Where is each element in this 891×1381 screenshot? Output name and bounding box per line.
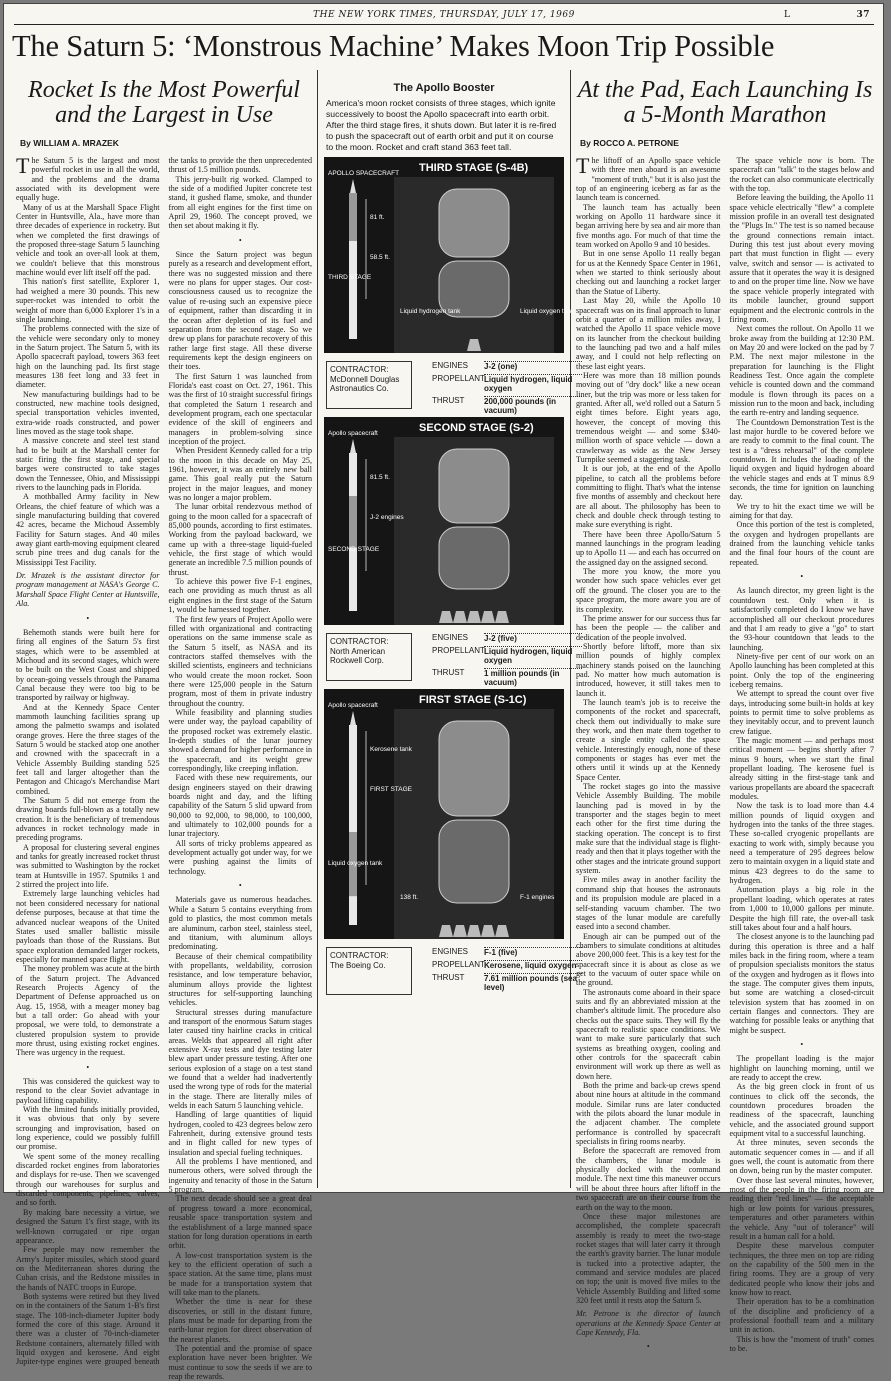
- contractor-key: CONTRACTOR:: [330, 951, 389, 960]
- upper-tank: [439, 449, 509, 523]
- right-paragraph: The prime answer for our success thus far has been the people — the caliber and dedication of the people involved.: [576, 613, 721, 642]
- section-bullet: •: [238, 881, 242, 891]
- stage-list: [324, 157, 577, 999]
- lower-tank: [439, 820, 509, 903]
- right-paragraph: There have been three Apollo/Saturn 5 manned launchings in the program leading up to Apollo 11 — and each has occurred on the assigned day on the assigned second.: [576, 529, 721, 567]
- right-paragraph: Shortly before liftoff, more than six million pounds of highly complex machinery stands poised on the launching pad. No matter how much automation is introduced, however, it still takes men to launch it.: [576, 641, 721, 698]
- contractor-box: [326, 361, 412, 409]
- spec-row-thrust: [432, 668, 582, 687]
- spec-value-engines: F-1 (five): [484, 947, 582, 957]
- contractor-key: CONTRACTOR:: [330, 637, 389, 646]
- right-paragraph: Once these major milestones are accomplished, the complete spacecraft assembly is ready to meet the two-stage rocket stages that will later carry it through the earth's gravity barrier. The lunar module is tucked into a protective adapter, the command and service modules are placed on top; the unit is moved five miles to the Vehicle Assembly Building and lifted some 320 feet until it rests atop the Saturn 5.: [576, 1211, 721, 1305]
- spec-key-thrust: THRUST: [432, 973, 465, 982]
- masthead-paper: THE NEW YORK TIMES, THURSDAY, JULY 17, 1969: [313, 10, 575, 20]
- right-paragraph: Here was more than 18 million pounds moving out of "dry dock" like a new ocean liner, but the trip was more or less taken for granted. After all, we'd rolled out a Saturn 5 eight times before. Eight years ago, however, the concept of moving this tremendous weight — and some $340-million worth of space vehicle — down a crawlerway as wide as the New Jersey Turnpike seemed a staggering task.: [576, 370, 721, 464]
- right-paragraph: Once this portion of the test is completed, the oxygen and hydrogen propellants are drained from the launching vehicle tanks and the final four hours of the count are repeated.: [729, 520, 874, 567]
- stage-label: 138 ft.: [400, 894, 419, 901]
- right-paragraph: The propellant loading is the major highlight on launching morning, until we are ready to accept the crew.: [729, 1054, 874, 1082]
- contractor-name: North American Rockwell Corp.: [330, 646, 386, 665]
- stage-panel: [324, 417, 564, 629]
- graphic-intro: America's moon rocket consists of three stages, which ignite successively to boost the Apollo spacecraft into earth orbit. After the third stage fires, it shuts down. But later it is re-fired to push the spacecraft out of earth orbit and put it on course to the moon. Rocket and craft stand 363 feet tall.: [326, 98, 557, 152]
- left-paragraph: To achieve this power five F-1 engines, each one providing as much thrust as all eight engines in the first stage of the Saturn 1, would be harnessed together.: [168, 577, 312, 615]
- right-paragraph: The astronauts come aboard in their space suits and fly an abbreviated mission at the chamber's altitude limit. The procedure also checks out the space suits. They will fly the spacecraft to realistic space conditions. We want to make sure particularly that such systems as breathing oxygen, cooling and other controls for the spacecraft cabin environment will work up there as well as down here.: [576, 987, 721, 1081]
- left-article-byline: By WILLIAM A. MRAZEK: [20, 138, 119, 148]
- spec-value-thrust: 1 million pounds (in vacuum): [484, 668, 582, 687]
- stage-spec: [324, 629, 573, 687]
- stage-label: 58.5 ft.: [370, 254, 390, 261]
- left-paragraph: The first few years of Project Apollo were filled with organizational and contracting operations on the same immense scale as the Saturn 5 itself, as NASA and its contractors staffed themselves with the skilled scientists, engineers and technicians who would create the moon rocket. Soon there were 125,000 people in the Saturn program, most of them in private industry throughout the country.: [168, 614, 312, 708]
- left-paragraph: By making bare necessity a virtue, we designed the Saturn 1's first stage, with its well-known corrugated or ripe organ appearance.: [16, 1207, 160, 1245]
- left-paragraph: The lunar orbital rendezvous method of going to the moon called for a spacecraft of 85,000 pounds, according to first estimates. Working from the payload backward, we came up with a three-stage liquid-fueled vehicle, the first stage of which would generate an incredible 7.5 million pounds of thrust.: [168, 502, 312, 577]
- stage-spec: [324, 943, 577, 999]
- spec-value-engines: J-2 (one): [484, 361, 582, 371]
- rocket-highlight: [349, 496, 357, 548]
- left-paragraph: Handling of large quantities of liquid hydrogen, cooled to 423 degrees below zero Fahrenheit, during extensive ground tests and in flight called for new types of insulation and special fueling techniques.: [168, 1110, 312, 1157]
- left-paragraph: The Saturn 5 did not emerge from the drawing boards full-blown as a totally new creation. It is the beneficiary of tremendous advances in rocket technology made in preceding programs.: [16, 796, 160, 843]
- right-paragraph: We try to hit the exact time we will be aiming for that day.: [729, 501, 874, 521]
- stage-label: Liquid oxygen tank: [520, 308, 575, 315]
- stage-title: THIRD STAGE (S-4B): [419, 162, 529, 174]
- right-paragraph: The more you know, the more you wonder how such space vehicles ever get off the ground. The closer you are to the space program, the more aware you are of its complexity.: [576, 567, 721, 614]
- stage-illustration: [324, 689, 564, 939]
- left-paragraph: A massive concrete and steel test stand had to be built at the Marshall center for static firing the first stage, and special barges were constructed to take stages down the Tennessee, Ohio, and Mississippi rivers to the launching pads in Florida.: [16, 436, 160, 493]
- spec-rows: [432, 947, 582, 995]
- left-paragraph: We spent some of the money recalling discarded rocket engines from laboratories and displays for re-use. Then we scavenged through our warehouses for surplus and discarded components, pipelines, valves, and so forth.: [16, 1151, 160, 1208]
- right-paragraph: As launch director, my green light is the countdown test. Only when it is satisfactorily completed do I know we have accomplished all our checkout procedures and that I am ready to give a "go" to start the 93-hour countdown that leads to the launching.: [729, 586, 874, 652]
- stage-label: THIRD STAGE: [328, 274, 372, 281]
- left-paragraph: Extremely large launching vehicles had not been considered necessary for national defense purposes, because at that time the advanced nuclear weapons of the United States used smaller ballistic missile payloads than those of the Russians. But space exploration demanded larger rockets, especially for manned space flight.: [16, 889, 160, 964]
- contractor-name: The Boeing Co.: [330, 960, 386, 970]
- section-bullet: •: [800, 1039, 804, 1049]
- left-article-text-columns: [16, 153, 312, 1381]
- right-paragraph: This is how the "moment of truth" comes to be.: [729, 1334, 874, 1353]
- right-article-text-columns: [576, 153, 874, 1355]
- contractor-box: [326, 633, 412, 681]
- stage-title: FIRST STAGE (S-1C): [419, 694, 527, 706]
- stage-label: Kerosene tank: [370, 746, 412, 753]
- right-article: [576, 74, 874, 1353]
- contractor-key: CONTRACTOR:: [330, 365, 389, 374]
- right-paragraph: The magic moment — and perhaps most critical moment — begins shortly after 7 minus 9 hours, when we start the final propellant loading. The kerosene fuel is already sitting in the first-stage tank and various propellants are aboard the spacecraft modules.: [729, 735, 874, 802]
- right-paragraph: Last May 20, while the Apollo 10 spacecraft was on its final approach to lunar orbit a quarter of a million miles away, I watched the Apollo 11 space vehicle move on its launcher from the checkout building to the launching pad two and a half miles away, and I could not help reflecting on these last eight years.: [576, 296, 721, 371]
- contractor-box: [326, 947, 412, 995]
- spec-value-engines: J-2 (five): [484, 633, 582, 643]
- stage-illustration: [324, 157, 575, 353]
- stage-label: SECOND STAGE: [328, 546, 380, 553]
- spec-key-propellant: PROPELLANT: [432, 960, 485, 969]
- graphic-title: The Apollo Booster: [393, 82, 495, 94]
- left-paragraph: The money problem was acute at the birth of the Saturn project. The Advanced Research Projects Agency of the Department of Defense approached us on Aug. 15, 1958, with a meager money bag but a tall order: Go ahead with your proposal, we were told, to demonstrate a clustered propulsion system to provide more thrust, using existing rocket engines. There was urgency in the request.: [16, 964, 160, 1058]
- contractor-name: McDonnell Douglas Astronautics Co.: [330, 374, 400, 393]
- right-article-byline: By ROCCO A. PETRONE: [580, 138, 679, 148]
- spec-row-propellant: [432, 646, 582, 665]
- spec-key-engines: ENGINES: [432, 947, 469, 956]
- left-paragraph: This nation's first satellite, Explorer 1, had weighed a mere 30 pounds. This new super-rocket was intended to orbit the weight of more than 6,000 Explorer 1's in a single launching.: [16, 277, 160, 324]
- left-paragraph: Materials gave us numerous headaches. While a Saturn 5 contains everything from gold to plastics, the most common metals are aluminum, carbon steel, stainless steel, and titanium, with aluminum alloys predominating.: [168, 895, 312, 952]
- left-paragraph: A mothballed Army facility in New Orleans, the chief feature of which was a single manufacturing building that covered 42 acres, became the Michoud Assembly Facility for Saturn stages. And 40 miles away giant earth-moving equipment cleared scrub pine trees and dug canals for the Mississippi Test Facility.: [16, 492, 160, 567]
- right-article-title: At the Pad, Each Launching Is a 5-Month Marathon: [577, 77, 873, 128]
- stage-label: 81.5 ft.: [370, 474, 390, 481]
- stage-label: APOLLO SPACECRAFT: [328, 170, 400, 177]
- left-paragraph: New manufacturing buildings had to be constructed, new machine tools designed, special transportation vehicles invented, extra-wide roads constructed, and power lines moved as the stage took shape.: [16, 389, 160, 436]
- left-paragraph: Both systems were retired but they lived on in the containers of the Saturn 1-B's first stage. The 108-inch-diameter Jupiter body formed the core of this stage. Around it there was a cluster of 70-inch-diameter Redstone containers, alternately filled with liquid oxygen and kerosene. And eight Jupiter-type engines were grouped beneath the tanks to provide the then unprecedented thrust of 1.5 million pounds.: [16, 156, 312, 1367]
- newspaper-page: [3, 3, 884, 1381]
- spec-value-propellant: Liquid hydrogen, liquid oxygen: [484, 646, 582, 665]
- right-paragraph: Over those last several minutes, however, most of the people in the firing room are reading their "red lines" — the acceptable high or low points for various pressures, temperatures and other parameters within the vehicle. Any "out of tolerance" will result in a human call for a hold.: [729, 1175, 874, 1241]
- section-bullet: •: [238, 235, 242, 245]
- right-paragraph: But in one sense Apollo 11 really began for us at the Kennedy Space Center in 1961, when we started to think seriously about checking out and launching a rocket larger than the Statue of Liberty.: [576, 249, 721, 296]
- masthead: [14, 10, 874, 24]
- right-paragraph: The Countdown Demonstration Test is the last major hurdle to be covered before we are ready to commit to the final count. The test is a "dress rehearsal" of the complete countdown. It includes the loading of the liquid oxygen and liquid hydrogen aboard the vehicle stages and ends at T minus 8.9 seconds, the time for ignition on launching day.: [729, 417, 874, 502]
- spec-value-thrust: 7.61 million pounds (sea level): [484, 973, 582, 992]
- left-paragraph: The first Saturn 1 was launched from Florida's east coast on Oct. 27, 1961. This was the first of 10 straight successful firings that completed the Saturn 1 research and development program, each one spectacular evidence of the skill of engineers and managers in problem-solving since inception of the project.: [168, 371, 312, 446]
- masthead-edition: L: [784, 10, 791, 20]
- upper-tank: [439, 189, 509, 257]
- right-paragraph: The launch team's job is to receive the components of the rocket and spacecraft, check them out individually to make sure they work, and then mate them together to create a single entity called the space vehicle. Interestingly enough, none of these components or stages has ever met the others until it winds up at the Kennedy Space Center.: [576, 697, 721, 782]
- column-divider-right: [570, 70, 571, 1188]
- spec-row-thrust: [432, 973, 582, 992]
- right-paragraph: We attempt to spread the count over five days, introducing some built-in holds at key points to permit time to solve problems as they inevitably occur, and to prevent launch crew fatigue.: [729, 689, 874, 736]
- right-paragraph: The liftoff of an Apollo space vehicle with three men aboard is an awesome "moment of truth," but it is also just the top of an engineering iceberg as far as the launch team is concerned.: [576, 153, 721, 203]
- left-paragraph: Since the Saturn project was begun purely as a research and development effort, there was no suggested mission and there were no plans for upper stages. Our cost-consciousness caused us to recognize the value of re-using such an expensive piece of equipment, rather than discarding it in the ocean after depletion of its fuel and separation from the second stage. So we drew up plans for parachute recovery of this rather large first stage. All these diverse requirements kept the design engineers on their toes.: [168, 250, 312, 372]
- right-paragraph: Despite these marvelous computer techniques, the three men on top are riding on the capability of the 500 men in the firing rooms. They are a group of very dedicated people who know their jobs and know how to react.: [729, 1241, 874, 1297]
- stage-panel: [324, 689, 564, 943]
- spec-key-thrust: THRUST: [432, 668, 465, 677]
- page-headline: The Saturn 5: ‘Monstrous Machine’ Makes Moon Trip Possible: [12, 29, 775, 63]
- right-paragraph: Automation plays a big role in the propellant loading, which operates at rates from 1,000 to 10,000 gallons per minute. Despite the high fill rate, the over-all task still takes about four and a half hours.: [729, 885, 874, 932]
- stage-panel: [324, 157, 575, 357]
- upper-tank: [439, 721, 509, 816]
- spec-row-propellant: [432, 374, 582, 393]
- spec-value-propellant: Kerosene, liquid oxygen: [484, 960, 582, 970]
- left-paragraph: This jerry-built rig worked. Clamped to the side of a modified Jupiter concrete test stand, it gushed flame, smoke, and thunder from all eight engines for the first time on April 29, 1960. The concept proved, we then set about making it fly.: [168, 174, 312, 231]
- right-paragraph: It is our job, at the end of the Apollo pipeline, to catch all the problems before committing to flight. That's what the intense five months of assembly and checkout here are all about. The philosophy has been to check and double check through testing to make sure everything is right.: [576, 464, 721, 530]
- stage-label: Apollo spacecraft: [328, 702, 378, 709]
- left-article: [16, 74, 312, 1381]
- left-paragraph: While feasibility and planning studies were under way, the payload capability of the proposed rocket was extremely elastic. In-depth studies of the lunar journey showed a demand for higher performance in the spacecraft, and its weight grew correspondingly, like creeping inflation.: [168, 707, 312, 773]
- spec-row-engines: [432, 633, 582, 643]
- left-paragraph: The Saturn 5 is the largest and most powerful rocket in use in all the world, and the problems and the drama associated with its development were equally huge.: [16, 153, 160, 203]
- right-article-body: [576, 153, 874, 1355]
- left-paragraph: The potential and the promise of space exploration have never been brighter. We must continue to sow the seeds if we are to reap the rewards.: [168, 1343, 312, 1381]
- spec-row-thrust: [432, 396, 582, 415]
- right-paragraph: Next comes the rollout. On Apollo 11 we broke away from the building at 12:30 P.M. on May 20 and were locked on the pad by 7 P.M. The next major milestone in the preparation for launching is the Flight Readiness Test. Once again the complete vehicle is counted down and the command module is flown through its paces on a mission run to the moon and back, including the earth re-entry and landing sequence.: [729, 324, 874, 418]
- spec-key-engines: ENGINES: [432, 633, 469, 642]
- left-paragraph: A proposal for clustering several engines and tanks for greatly increased rocket thrust was submitted to Washington by the rocket team at Huntsville in 1957. Sputniks 1 and 2 stirred the project into life.: [16, 842, 160, 890]
- stage-label: Liquid hydrogen tank: [400, 308, 461, 315]
- column-divider-left: [317, 70, 318, 1188]
- left-paragraph: And at the Kennedy Space Center mammoth launching facilities sprang up among the palmetto swamps and isolated orange groves. Here the three stages of the Saturn 5 would be stacked atop one another and crowned with the spacecraft in a Vehicle Assembly Building standing 525 feet tall and larger altogether than the Pentagon and Chicago's Merchandise Mart combined.: [16, 702, 160, 796]
- lower-tank: [439, 527, 509, 589]
- right-paragraph: Both the prime and back-up crews spend about nine hours at altitude in the command module. Similar runs are later conducted with the pilots aboard the lunar module in the adjacent chamber. The complete performance is controlled by spacecraft specialists in firing rooms nearby.: [576, 1081, 721, 1147]
- spec-key-propellant: PROPELLANT: [432, 646, 485, 655]
- spec-rows: [432, 361, 582, 418]
- spec-value-thrust: 200,000 pounds (in vacuum): [484, 396, 582, 415]
- right-paragraph: The space vehicle now is born. The spacecraft can "talk" to the stages below and the rocket can also communicate electrically with the top.: [729, 156, 874, 194]
- spec-row-engines: [432, 947, 582, 957]
- right-paragraph: The launch team has actually been working on Apollo 11 hardware since it began arriving here by sea and air more than five months ago. For much of that time the team worked on Apollo 9 and 10 besides.: [576, 202, 721, 250]
- spec-row-propellant: [432, 960, 582, 970]
- rocket-highlight: [349, 193, 357, 241]
- right-author-note: Mr. Petrone is the director of launch operations at the Kennedy Space Center at Cape Kennedy, Fla.: [576, 1309, 721, 1337]
- left-paragraph: The problems connected with the size of the vehicle were secondary only to money in the Saturn project. The Saturn 5, with its Apollo spacecraft payload, towers 363 feet high on the launching pad. Its first stage measures 138 feet long and 33 feet in diameter.: [16, 324, 160, 390]
- left-paragraph: All sorts of tricky problems appeared as development actually got under way, for we were pushing against the limits of technology.: [168, 838, 312, 876]
- stage-label: 81 ft.: [370, 214, 385, 221]
- right-paragraph: Ninety-five per cent of our work on an Apollo launching has been completed at this point. Only the top of the engineering iceberg remains.: [729, 651, 874, 689]
- right-paragraph: Their operation has to be a combination of the discipline and proficiency of a professional football team and a military unit in action.: [729, 1297, 874, 1335]
- left-paragraph: All the problems I have mentioned, and numerous others, were solved through the ingenuity and tenacity of those in the Saturn 5 program.: [168, 1157, 312, 1195]
- left-article-title: Rocket Is the Most Powerful and the Largest in Use: [28, 77, 300, 128]
- stage-label: F-1 engines: [520, 894, 555, 901]
- right-paragraph: Now the task is to load more than 4.4 million pounds of liquid oxygen and hydrogen into the tanks of the three stages. These so-called cryogenic propellants are exacting to work with, simply because you need a temperature of 295 degrees below zero to maintain oxygen in a liquid state and minus 423 degrees to do the same to hydrogen.: [729, 801, 874, 886]
- spec-row-engines: [432, 361, 582, 371]
- left-paragraph: Many of us at the Marshall Space Flight Center in Huntsville, Ala., have more than three decades of experience in rocketry. But when we completed the first drawings of the proposed three-stage Saturn 5 launching vehicle and took an over-all look at them, we couldn't believe that this monstrous machine would ever lift itself off the pad.: [16, 202, 160, 278]
- left-paragraph: Structural stresses during manufacture and transport of the enormous Saturn stages later caused tiny hairline cracks in critical areas. Welds that appeared all right after extensive X-ray tests and dye testing later blew apart under pressure testing. After one serious explosion of a stage on a test stand we found that a welder had inadvertently used the wrong type of rods for the material in the stage. There are literally miles of welds in each Saturn 5 launching vehicle.: [168, 1007, 312, 1111]
- spec-value-propellant: Liquid hydrogen, liquid oxygen: [484, 374, 582, 393]
- right-paragraph: Before the spacecraft are removed from the chambers, the lunar module is physically docked with the command module. The next time this maneuver occurs will be about three hours after liftoff in the two spacecraft are on their course from the earth on the way to the moon.: [576, 1146, 721, 1212]
- left-paragraph: Whether the time is near for these discoveries, or still in the distant future, plans must be made for departing from the earth-lunar region for direct observation of the nearest planets.: [168, 1297, 312, 1344]
- right-paragraph: Five miles away in another facility the command ship that houses the astronauts and its propulsion module are placed in a self-standing vacuum chamber. The two stages of the lunar module are carefully eased into a second chamber.: [576, 875, 721, 932]
- right-paragraph: The rocket stages go into the massive Vehicle Assembly Building. The mobile launching pad is moved in by the transporter and the stages begin to meet each other for the first time during the stacking operation. The concept is to first make sure that the individual stage is flight-ready and then that it plays together with the other stages and the intricate ground support system.: [576, 782, 721, 876]
- spec-key-propellant: PROPELLANT: [432, 374, 485, 383]
- right-paragraph: Before leaving the building, the Apollo 11 space vehicle electrically "flew" a complete mission profile in an overall test designated the "Plugs In." The test is so named because the ground connections remain intact. During this test just about every moving part that must function in flight — every valve, switch and sensor — is activated to assure that it operates the way it is designed to and on the proper time line. Now we have the space vehicle properly integrated with its mobile launcher, ground support equipment and the electronic controls in the firing room.: [729, 193, 874, 324]
- stage-label: Liquid oxygen tank: [328, 860, 383, 867]
- spec-key-engines: ENGINES: [432, 361, 469, 370]
- stage-label: Apollo spacecraft: [328, 430, 378, 437]
- left-author-note: Dr. Mrazek is the assistant director for program management at NASA's George C. Marshall Space Flight Center at Huntsville, Ala.: [16, 571, 160, 609]
- right-paragraph: Enough air can be pumped out of the chambers to simulate conditions at altitudes above 200,000 feet. This is a key test for the spacecraft since it is about as close as we get to the vacuum of outer space while on the ground.: [576, 931, 721, 988]
- masthead-page-number: 37: [856, 10, 870, 20]
- left-paragraph: Behemoth stands were built here for firing all engines of the Saturn 5's first stages, which were to be assembled at Michoud and its second stages, which were to be built on the West Coast and shipped by ocean-going vessels through the Panama Canal because they were too big to be transported by railway or highway.: [16, 627, 160, 703]
- apollo-booster-graphic: [324, 74, 577, 1186]
- left-paragraph: A low-cost transportation system is the key to the efficient operation of such a space station. At the same time, plans must be made for a transportation system that will take man to the planets.: [168, 1250, 312, 1297]
- spec-rows: [432, 633, 582, 690]
- section-bullet: •: [86, 613, 90, 623]
- section-bullet: •: [646, 1342, 650, 1352]
- left-paragraph: With the limited funds initially provided, it was obvious that only by severe scrounging and improvisation, based on long experience, could we possibly fulfill our promise.: [16, 1105, 160, 1152]
- stage-label: J-2 engines: [370, 514, 404, 521]
- left-paragraph: Faced with these new requirements, our design engineers stayed on their drawing boards night and day, and the lifting capability of the Saturn 5 slid upward from 90,000 to 92,000, to 98,000, to 100,000, and ultimately to 102,000 pounds for a lunar trajectory.: [168, 773, 312, 839]
- left-paragraph: Few people may now remember the Army's Jupiter missiles, which stood guard on the Mediterranean shores during the Cuban crisis, and the Redstone missiles in the hands of NATC troops in Europe.: [16, 1245, 160, 1292]
- right-paragraph: The closest anyone is to the launching pad during this operation is three and a half miles back in the firing room, where a team of propulsion specialists monitors the status of the oxygen and hydrogen as it flows into the stage. The computer gives them inputs, but some are watching a closed-circuit television system that has zoomed in on certain flanges and connectors. They are watching for possible leaks or anything that might be suspect.: [729, 932, 874, 1035]
- right-paragraph: At three minutes, seven seconds the automatic sequencer comes in — and if all goes well, the count is automatic from there on down, being run by the master computer.: [729, 1138, 874, 1176]
- left-article-body: [16, 153, 312, 1381]
- stage-spec: [324, 357, 573, 415]
- left-paragraph: This was considered the quickest way to respond to the clear Soviet advantage in payload lifting capability.: [16, 1077, 160, 1105]
- stage-illustration: [324, 417, 564, 625]
- stage-title: SECOND STAGE (S-2): [419, 422, 534, 434]
- right-paragraph: As the big green clock in front of us continues to click off the seconds, the countdown procedures broaden the readiness of the spacecraft, launching vehicle, and the associated ground support equipment vital to a successful launching.: [729, 1082, 874, 1139]
- left-paragraph: Because of their chemical compatibility with propellants, weldability, corrosion resistance, and low temperature behavior, aluminum alloys provide the lightest structures for self-supporting launching vehicles.: [168, 951, 312, 1008]
- stage-label: FIRST STAGE: [370, 786, 413, 793]
- left-paragraph: When President Kennedy called for a trip to the moon in this decade on May 25, 1961, however, it was an entirely new ball game. This goal really put the Saturn project in the major leagues, and money was no longer a major problem.: [168, 446, 312, 503]
- masthead-rule: [14, 24, 874, 25]
- left-paragraph: The next decade should see a great deal of progress toward a more economical, reusable space transportation system and the establishment of a large manned space station for long duration operations in earth orbit.: [168, 1194, 312, 1251]
- section-bullet: •: [86, 1062, 90, 1072]
- spec-key-thrust: THRUST: [432, 396, 465, 405]
- section-bullet: •: [800, 572, 804, 582]
